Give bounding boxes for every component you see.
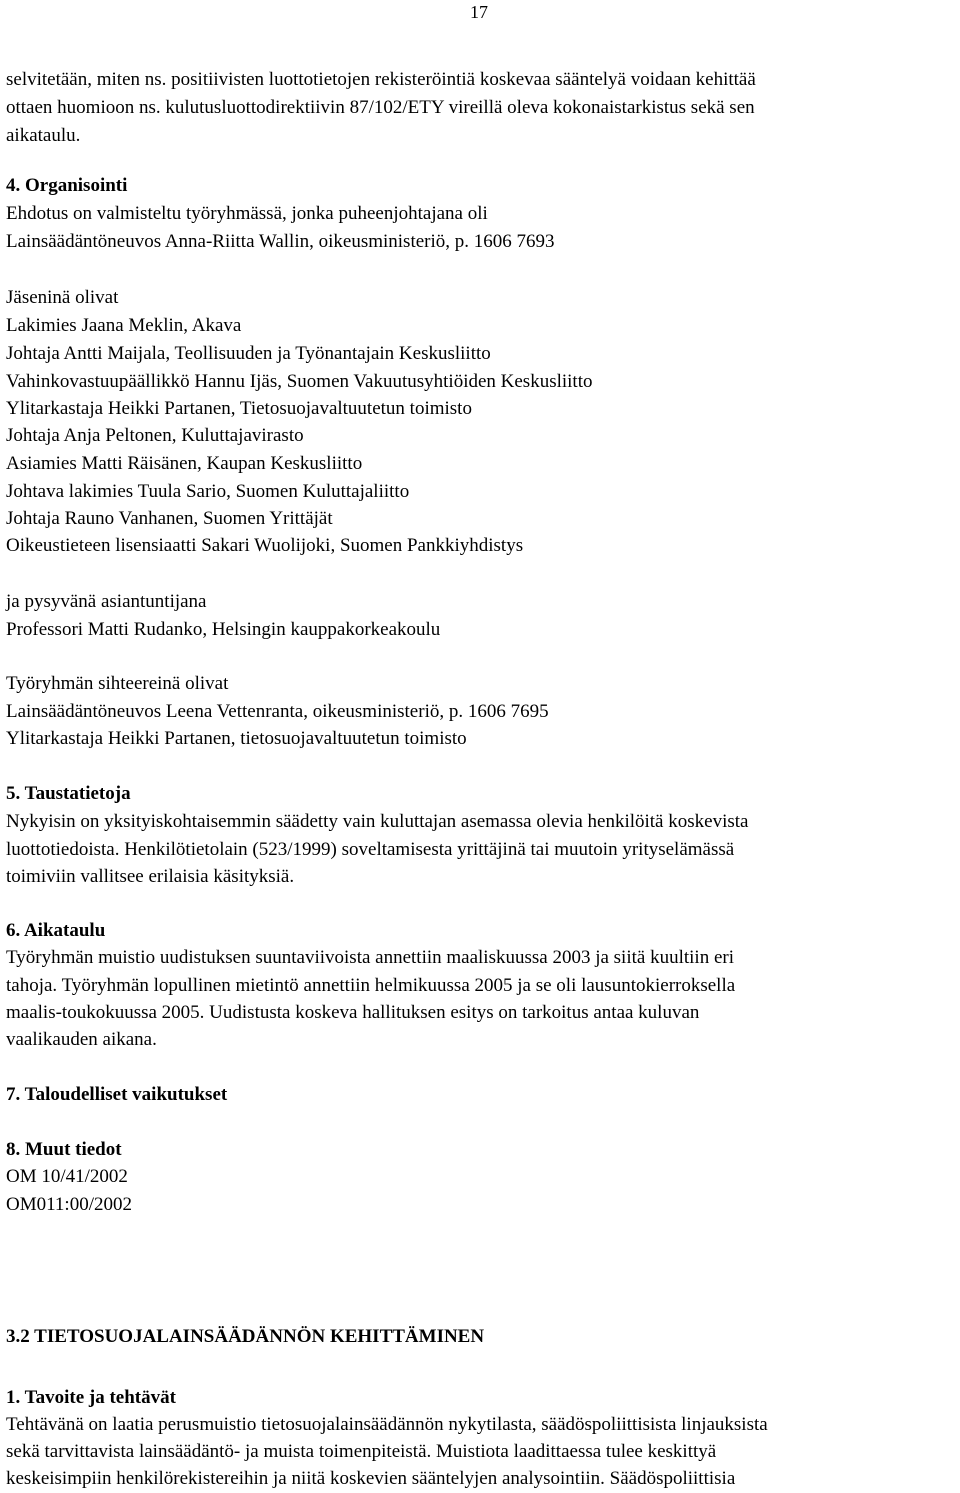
member-item: Lakimies Jaana Meklin, Akava (6, 315, 242, 336)
section-heading-taloudelliset-vaikutukset: 7. Taloudelliset vaikutukset (6, 1084, 228, 1105)
secretary-item: Ylitarkastaja Heikki Partanen, tietosuojavaltuutetun toimisto (6, 728, 467, 749)
paragraph-line: Tehtävänä on laatia perusmuistio tietosuojalainsäädännön nykytilasta, säädöspoliittisista linjauksista (6, 1414, 768, 1435)
reference-item: OM011:00/2002 (6, 1194, 132, 1215)
section-heading-taustatietoja: 5. Taustatietoja (6, 783, 131, 804)
paragraph-line: Ehdotus on valmisteltu työryhmässä, jonka puheenjohtajana oli (6, 203, 488, 224)
paragraph-line: tahoja. Työryhmän lopullinen mietintö annettiin helmikuussa 2005 ja se oli lausuntokierroksella (6, 975, 736, 996)
member-item: Johtaja Antti Maijala, Teollisuuden ja Työnantajain Keskusliitto (6, 343, 491, 364)
paragraph-line: Työryhmän muistio uudistuksen suuntaviivoista annettiin maaliskuussa 2003 ja siitä kuultiin eri (6, 947, 734, 968)
member-item: Johtava lakimies Tuula Sario, Suomen Kuluttajaliitto (6, 481, 410, 502)
section-heading-organisointi: 4. Organisointi (6, 175, 128, 196)
chapter-heading: 3.2 TIETOSUOJALAINSÄÄDÄNNÖN KEHITTÄMINEN (6, 1326, 485, 1347)
paragraph-line: keskeisimpiin henkilörekistereihin ja niitä koskevien sääntelyjen analysointiin. Säädöspoliittisia (6, 1468, 736, 1489)
page-number: 17 (470, 2, 488, 22)
member-item: Johtaja Anja Peltonen, Kuluttajavirasto (6, 425, 304, 446)
secretary-item: Lainsäädäntöneuvos Leena Vettenranta, oikeusministeriö, p. 1606 7695 (6, 701, 549, 722)
intro-line: selvitetään, miten ns. positiivisten luottotietojen rekisteröintiä koskevaa sääntelyä voidaan kehittää (6, 69, 756, 90)
paragraph-line: toimiviin vallitsee erilaisia käsityksiä. (6, 866, 295, 887)
member-item: Vahinkovastuupäällikkö Hannu Ijäs, Suomen Vakuutusyhtiöiden Keskusliitto (6, 371, 593, 392)
paragraph-line: Nykyisin on yksityiskohtaisemmin säädetty vain kuluttajan asemassa olevia henkilöitä koskevista (6, 811, 749, 832)
member-item: Oikeustieteen lisensiaatti Sakari Wuolijoki, Suomen Pankkiyhdistys (6, 535, 524, 556)
member-item: Johtaja Rauno Vanhanen, Suomen Yrittäjät (6, 508, 333, 529)
intro-line: ottaen huomioon ns. kulutusluottodirektiivin 87/102/ETY vireillä oleva kokonaistarkistus sekä sen (6, 97, 755, 118)
member-item: Asiamies Matti Räisänen, Kaupan Keskusliitto (6, 453, 363, 474)
paragraph-line: vaalikauden aikana. (6, 1029, 157, 1050)
section-heading-tavoite-ja-tehtavat: 1. Tavoite ja tehtävät (6, 1387, 176, 1408)
paragraph-line: luottotiedoista. Henkilötietolain (523/1999) soveltamisesta yrittäjinä tai muutoin yrityselämässä (6, 839, 735, 860)
paragraph-line: sekä tarvittavista lainsäädäntö- ja muista toimenpiteistä. Muistiota laadittaessa tulee keskittyä (6, 1441, 717, 1462)
section-heading-muut-tiedot: 8. Muut tiedot (6, 1139, 122, 1160)
paragraph-line: maalis-toukokuussa 2005. Uudistusta koskeva hallituksen esitys on tarkoitus antaa kuluvan (6, 1002, 700, 1023)
member-item: Ylitarkastaja Heikki Partanen, Tietosuojavaltuutetun toimisto (6, 398, 472, 419)
section-heading-aikataulu: 6. Aikataulu (6, 920, 106, 941)
reference-item: OM 10/41/2002 (6, 1166, 128, 1187)
secretaries-intro: Työryhmän sihteereinä olivat (6, 673, 229, 694)
intro-line: aikataulu. (6, 125, 81, 146)
expert-intro: ja pysyvänä asiantuntijana (6, 591, 207, 612)
members-intro: Jäseninä olivat (6, 287, 119, 308)
expert-item: Professori Matti Rudanko, Helsingin kauppakorkeakoulu (6, 619, 441, 640)
paragraph-line: Lainsäädäntöneuvos Anna-Riitta Wallin, oikeusministeriö, p. 1606 7693 (6, 231, 555, 252)
